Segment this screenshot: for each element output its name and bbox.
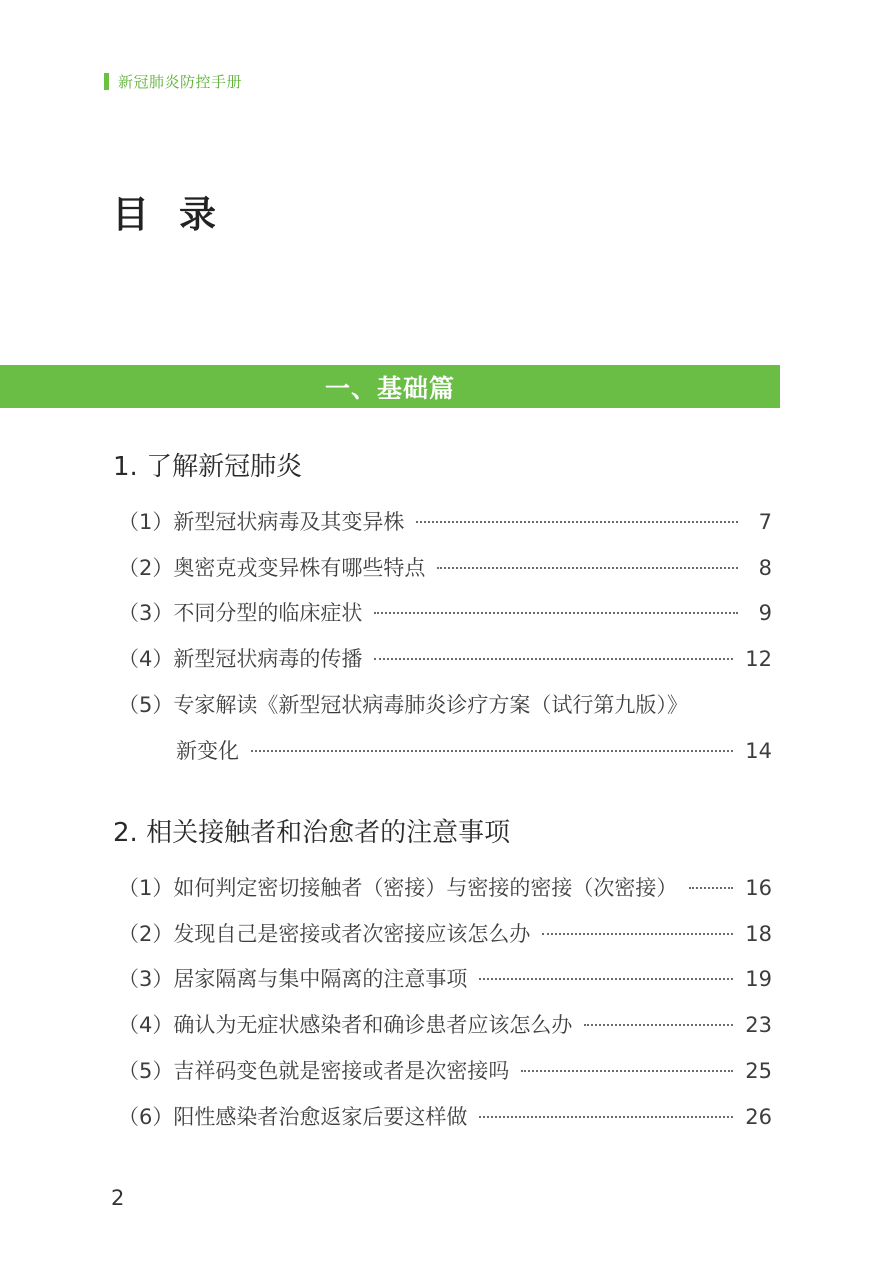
toc-entry-page: 23 (745, 1013, 772, 1037)
toc-entry[interactable] (118, 872, 772, 902)
toc-entry-page: 8 (758, 556, 772, 580)
toc-entry[interactable] (118, 1101, 772, 1131)
toc-entry[interactable] (118, 689, 772, 719)
toc-entry[interactable] (118, 1009, 772, 1039)
toc-entry-page: 12 (745, 647, 772, 671)
toc-entry-page: 26 (745, 1105, 772, 1129)
toc-leader-dots (584, 1024, 733, 1026)
toc-entry[interactable] (118, 1055, 772, 1085)
chapter-banner-text: 一、基础篇 (324, 373, 455, 403)
toc-leader-dots (479, 978, 733, 980)
section-title-1: 1. 了解新冠肺炎 (113, 452, 303, 482)
page-number: 2 (111, 1186, 125, 1210)
toc-leader-dots (479, 1116, 733, 1118)
toc-leader-dots (437, 567, 738, 569)
toc-entry-label: （3）不同分型的临床症状 (118, 601, 363, 625)
toc-entry-page: 9 (758, 601, 772, 625)
toc-entry-label: （4）确认为无症状感染者和确诊患者应该怎么办 (118, 1013, 573, 1037)
toc-entry-label: （1）新型冠状病毒及其变异株 (118, 510, 405, 534)
toc-entry[interactable] (118, 963, 772, 993)
toc-entry-continuation[interactable] (176, 735, 772, 765)
header-accent-bar (104, 73, 109, 90)
toc-entry-label: （4）新型冠状病毒的传播 (118, 647, 363, 671)
toc-leader-dots (689, 887, 733, 889)
chapter-banner (0, 365, 780, 408)
toc-leader-dots (374, 658, 733, 660)
toc-leader-dots (374, 612, 738, 614)
toc-entry-label: （2）发现自己是密接或者次密接应该怎么办 (118, 922, 531, 946)
toc-entry[interactable] (118, 506, 772, 536)
toc-entry-page: 14 (745, 739, 772, 763)
toc-entry-page: 19 (745, 967, 772, 991)
header-title: 新冠肺炎防控手册 (118, 72, 243, 91)
toc-entry-page: 18 (745, 922, 772, 946)
toc-leader-dots (542, 933, 733, 935)
toc-entry-page: 16 (745, 876, 772, 900)
toc-entry-label: （2）奥密克戎变异株有哪些特点 (118, 556, 426, 580)
toc-entry-label: （5）吉祥码变色就是密接或者是次密接吗 (118, 1059, 510, 1083)
toc-entry[interactable] (118, 597, 772, 627)
toc-entry-page: 25 (745, 1059, 772, 1083)
toc-entry[interactable] (118, 643, 772, 673)
toc-entry-label: （1）如何判定密切接触者（密接）与密接的密接（次密接） (118, 876, 678, 900)
toc-entry[interactable] (118, 552, 772, 582)
toc-leader-dots (416, 521, 738, 523)
page-title: 目录 (112, 193, 246, 236)
toc-entry-label: 新变化 (176, 739, 239, 763)
toc-leader-dots (521, 1070, 733, 1072)
toc-entry-label: （6）阳性感染者治愈返家后要这样做 (118, 1105, 468, 1129)
running-header (104, 72, 242, 90)
section-title-2: 2. 相关接触者和治愈者的注意事项 (113, 818, 511, 848)
toc-entry-label: （5）专家解读《新型冠状病毒肺炎诊疗方案（试行第九版）》 (118, 693, 688, 717)
toc-entry[interactable] (118, 918, 772, 948)
toc-leader-dots (251, 750, 733, 752)
toc-entry-page: 7 (758, 510, 772, 534)
toc-entry-label: （3）居家隔离与集中隔离的注意事项 (118, 967, 468, 991)
